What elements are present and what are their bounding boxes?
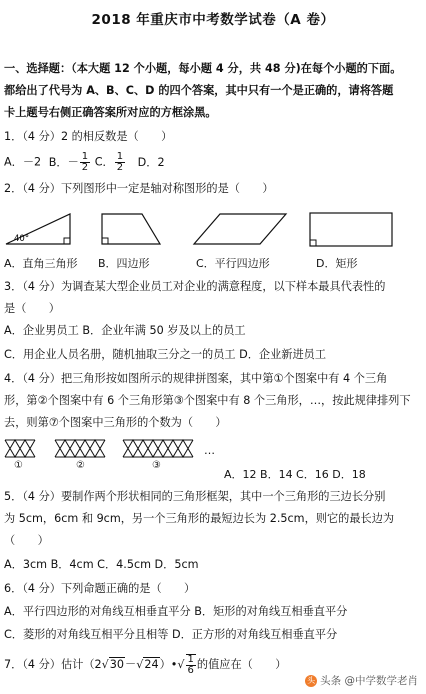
q1-option-b-fraction: $\frac{1}{2}$ bbox=[81, 151, 89, 173]
q1-option-c: C． bbox=[94, 155, 114, 169]
q6-stem: 6．（4 分）下列命题正确的是（ ） bbox=[4, 582, 196, 595]
sqrt-symbol: √ bbox=[136, 658, 144, 671]
q4-stem-line2: 形，第②个图案中有 6 个三角形第③个图案中有 8 个三角形，…，按此规律排列下 bbox=[4, 394, 411, 407]
section-instruction-line2: 都给出了代号为 A、B、C、D 的四个答案，其中只有一个是正确的，请将答题 bbox=[4, 84, 394, 97]
q7-mid: ）• bbox=[159, 658, 178, 671]
q1-option-a: A．－2 bbox=[4, 155, 42, 169]
pattern-1-figure bbox=[2, 438, 44, 460]
pattern-3-label: ③ bbox=[152, 460, 161, 471]
parallelogram-figure bbox=[190, 210, 290, 248]
pattern-ellipsis: … bbox=[204, 444, 215, 457]
q2-option-c: C．平行四边形 bbox=[196, 257, 270, 270]
q7-suffix: 的值应在（ ） bbox=[196, 658, 287, 671]
pattern-1-label: ① bbox=[14, 460, 23, 471]
q1-option-b: B．－ bbox=[48, 155, 79, 169]
q4-options: A．12 B．14 C．16 D．18 bbox=[224, 468, 366, 481]
watermark bbox=[305, 673, 418, 688]
pattern-3-figure bbox=[120, 438, 202, 460]
q7-minus: － bbox=[125, 658, 137, 671]
q2-option-b: B．四边形 bbox=[98, 257, 150, 270]
trapezoid-figure bbox=[98, 210, 168, 248]
q2-option-d: D．矩形 bbox=[316, 257, 358, 270]
q7-stem bbox=[4, 654, 286, 676]
q3-stem-line2: 是（ ） bbox=[4, 302, 60, 315]
q5-stem-line2: 为 5cm，6cm 和 9cm，另一个三角形的最短边长为 2.5cm，则它的最长边为 bbox=[4, 512, 395, 525]
angle-label: 40° bbox=[14, 234, 30, 244]
q2-stem: 2．（4 分）下列图形中一定是轴对称图形的是（ ） bbox=[4, 182, 274, 195]
q5-options: A．3cm B．4cm C．4.5cm D．5cm bbox=[4, 558, 199, 571]
q7-fraction: $\frac{1}{6}$ bbox=[187, 654, 194, 676]
sqrt-symbol: √ bbox=[177, 658, 185, 671]
section-instruction-line1: 一、选择题：（本大题 12 个小题，每小题 4 分，共 48 分)在每个小题的下面。 bbox=[4, 62, 402, 75]
watermark-text: 头条 @中学数学老肖 bbox=[320, 675, 418, 687]
q5-stem-line3: （ ） bbox=[4, 534, 49, 547]
q2-option-a: A．直角三角形 bbox=[4, 257, 78, 270]
q4-stem-line1: 4．（4 分）把三角形按如图所示的规律拼图案，其中第①个图案中有 4 个三角 bbox=[4, 372, 388, 385]
q4-stem-line3: 去，则第⑦个图案中三角形的个数为（ ） bbox=[4, 416, 227, 429]
rectangle-figure bbox=[306, 210, 396, 250]
q1-option-c-fraction: $\frac{1}{2}$ bbox=[116, 151, 124, 173]
q5-stem-line1: 5．（4 分）要制作两个形状相同的三角形框架，其中一个三角形的三边长分别 bbox=[4, 490, 386, 503]
right-triangle-figure bbox=[2, 210, 92, 248]
q3-options-cd: C．用企业人员名册，随机抽取三分之一的员工 D．企业新进员工 bbox=[4, 348, 327, 361]
q6-options-cd: C．菱形的对角线互相平分且相等 D．正方形的对角线互相垂直平分 bbox=[4, 628, 338, 641]
q6-options-ab: A．平行四边形的对角线互相垂直平分 B．矩形的对角线互相垂直平分 bbox=[4, 605, 348, 618]
q3-stem-line1: 3．（4 分）为调查某大型企业员工对企业的满意程度，以下样本最具代表性的 bbox=[4, 280, 386, 293]
pattern-2-figure bbox=[52, 438, 114, 460]
q1-option-d: D．2 bbox=[137, 155, 165, 169]
q7-radicand-30: 30 bbox=[109, 658, 125, 671]
q3-options-ab: A．企业男员工 B．企业年满 50 岁及以上的员工 bbox=[4, 324, 246, 337]
q7-radicand-24: 24 bbox=[144, 658, 159, 671]
page-title: 2018 年重庆市中考数学试卷（A 卷） bbox=[91, 12, 335, 28]
sqrt-symbol: √ bbox=[101, 658, 109, 671]
q1-stem: 1．（4 分）2 的相反数是（ ） bbox=[4, 130, 173, 143]
q1-options bbox=[4, 152, 165, 173]
q7-prefix: 7．（4 分）估计（2 bbox=[4, 658, 102, 671]
pattern-2-label: ② bbox=[76, 460, 85, 471]
toutiao-logo-icon: 头 bbox=[307, 676, 316, 685]
section-instruction-line3: 卡上题号右侧正确答案所对应的方框涂黑。 bbox=[4, 106, 217, 119]
